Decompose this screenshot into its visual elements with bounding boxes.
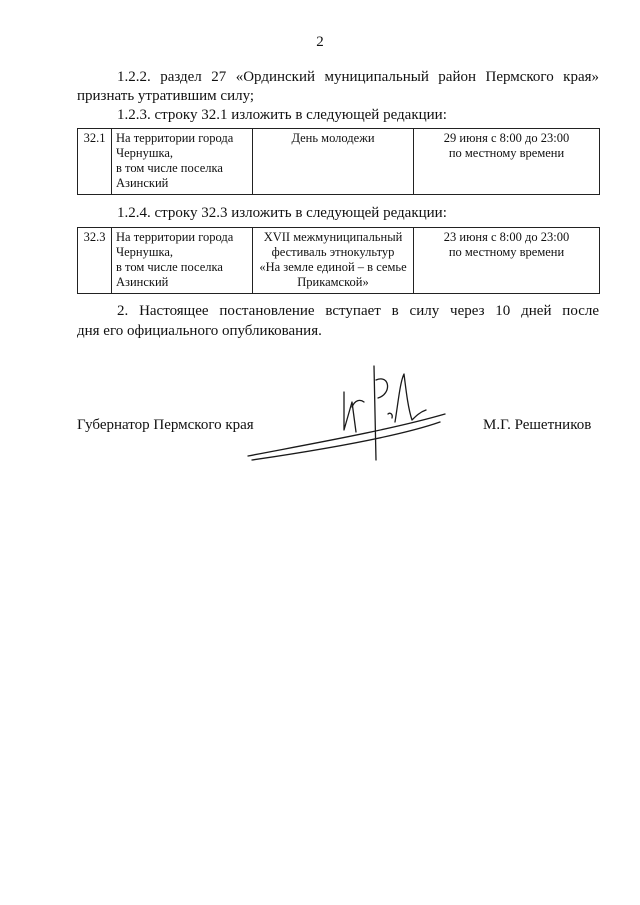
event-line: Прикамской» [297, 275, 369, 289]
place-line: На территории города [116, 131, 234, 145]
item-1-2-2-line2: признать утратившим силу; [77, 88, 255, 104]
event-line: фестиваль этнокультур [271, 245, 395, 259]
time-cell [414, 228, 600, 294]
item-2-line2: дня его официального опубликования. [77, 323, 322, 339]
page-number: 2 [316, 34, 324, 50]
item-1-2-3: 1.2.3. строку 32.1 изложить в следующей редакции: [117, 107, 447, 123]
place-line: Чернушка, [116, 245, 174, 259]
event-line: День молодежи [291, 131, 375, 145]
signer-title: Губернатор Пермского края [77, 417, 254, 433]
place-cell [112, 129, 253, 195]
table-row-32-1 [77, 128, 600, 195]
time-cell [414, 129, 600, 195]
item-1-2-4: 1.2.4. строку 32.3 изложить в следующей редакции: [117, 205, 447, 221]
place-line: Азинский [116, 176, 169, 190]
item-1-2-2-line1: 1.2.2. раздел 27 «Ординский муниципальный район Пермского края» [117, 69, 599, 85]
time-line: по местному времени [448, 245, 565, 259]
row-number: 32.1 [78, 129, 112, 195]
place-line: На территории города [116, 230, 234, 244]
place-line: в том числе поселка [116, 260, 223, 274]
place-line: Азинский [116, 275, 169, 289]
row-number: 32.3 [78, 228, 112, 294]
time-line: по местному времени [448, 146, 565, 160]
time-line: 29 июня с 8:00 до 23:00 [443, 131, 570, 145]
place-line: Чернушка, [116, 146, 174, 160]
time-line: 23 июня с 8:00 до 23:00 [443, 230, 570, 244]
event-line: XVII межмуниципальный [263, 230, 403, 244]
item-2-line1: 2. Настоящее постановление вступает в силу через 10 дней после [117, 303, 599, 319]
event-line: «На земле единой – в семье [259, 260, 407, 274]
place-cell [112, 228, 253, 294]
signer-name: М.Г. Решетников [483, 417, 592, 433]
place-line: в том числе поселка [116, 161, 223, 175]
handwritten-signature [240, 352, 460, 462]
table-row-32-3 [77, 227, 600, 294]
event-cell [253, 228, 414, 294]
event-cell [253, 129, 414, 195]
